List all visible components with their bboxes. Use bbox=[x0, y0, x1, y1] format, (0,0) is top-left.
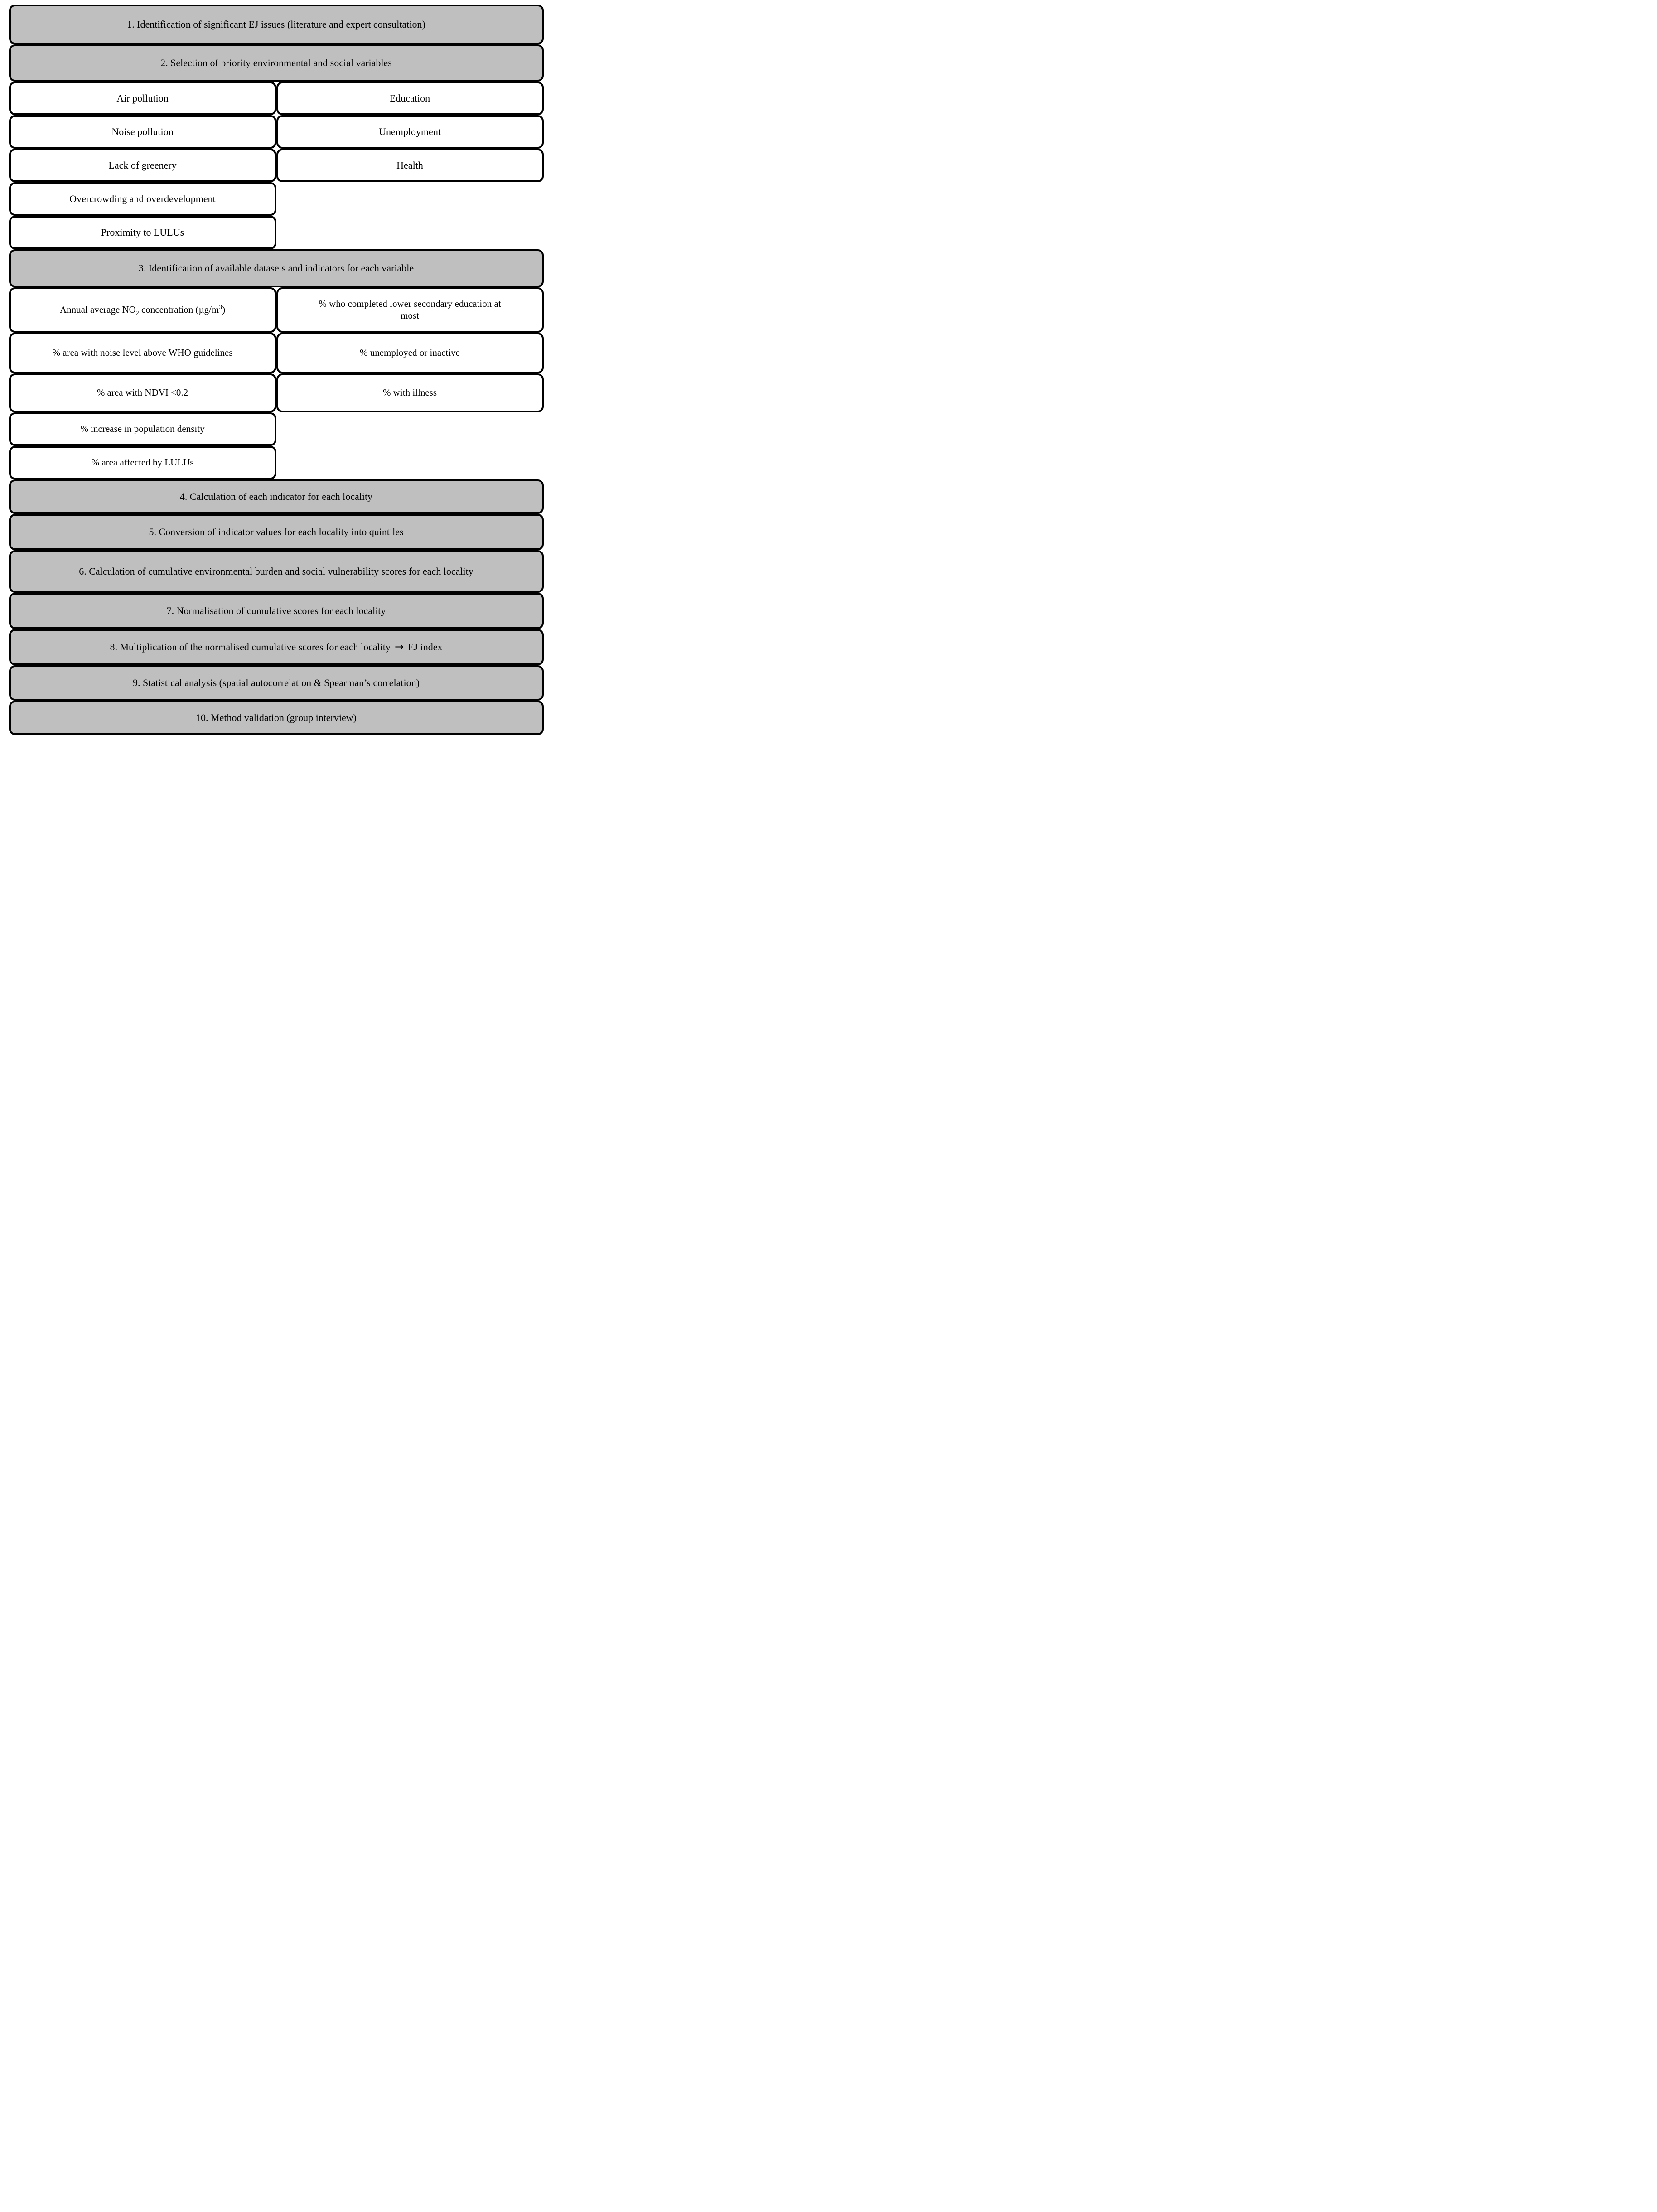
variable-unemployment-box: Unemployment bbox=[276, 115, 544, 149]
step-7-box: 7. Normalisation of cumulative scores for each locality bbox=[9, 593, 544, 629]
step-5-box: 5. Conversion of indicator values for each locality into quintiles bbox=[9, 514, 544, 550]
step-1-box: 1. Identification of significant EJ issues (literature and expert consultation) bbox=[9, 5, 544, 44]
indicator-no2-post: ) bbox=[222, 304, 226, 315]
indicator-noise-who-box: % area with noise level above WHO guidelines bbox=[9, 333, 276, 373]
row-step-10 bbox=[9, 701, 544, 735]
variable-air-pollution-box: Air pollution bbox=[9, 82, 276, 115]
row-variables-2 bbox=[9, 115, 544, 149]
step-3-box: 3. Identification of available datasets and indicators for each variable bbox=[9, 249, 544, 287]
indicator-no2-text bbox=[60, 304, 225, 316]
variable-health-box: Health bbox=[276, 149, 544, 182]
variable-overcrowding-box: Overcrowding and overdevelopment bbox=[9, 182, 276, 216]
indicator-no2-mid: concentration (µg/m bbox=[139, 304, 219, 315]
variable-lack-of-greenery-box: Lack of greenery bbox=[9, 149, 276, 182]
row-step-2 bbox=[9, 44, 544, 82]
row-step-3 bbox=[9, 249, 544, 287]
step-8-result: EJ index bbox=[408, 641, 443, 653]
step-8-text: 8. Multiplication of the normalised cumulative scores for each locality bbox=[110, 641, 391, 653]
indicator-no2-pre: Annual average NO bbox=[59, 304, 136, 315]
variable-education-box: Education bbox=[276, 82, 544, 115]
step-4-box: 4. Calculation of each indicator for each locality bbox=[9, 479, 544, 514]
indicator-education-box: % who completed lower secondary education at most bbox=[276, 287, 544, 333]
row-step-6 bbox=[9, 550, 544, 593]
row-step-4 bbox=[9, 479, 544, 514]
indicator-no2-subscript: 2 bbox=[135, 310, 139, 317]
step-2-box: 2. Selection of priority environmental and social variables bbox=[9, 44, 544, 82]
row-step-5 bbox=[9, 514, 544, 550]
row-indicators-4 bbox=[9, 412, 544, 446]
row-variables-1 bbox=[9, 82, 544, 115]
row-step-7 bbox=[9, 593, 544, 629]
row-step-8 bbox=[9, 629, 544, 665]
row-step-1 bbox=[9, 5, 544, 44]
row-indicators-5 bbox=[9, 446, 544, 479]
row-variables-3 bbox=[9, 149, 544, 182]
variable-proximity-lulus-box: Proximity to LULUs bbox=[9, 216, 276, 249]
row-indicators-2 bbox=[9, 333, 544, 373]
indicator-population-density-box: % increase in population density bbox=[9, 412, 276, 446]
step-6-box: 6. Calculation of cumulative environmental burden and social vulnerability scores for each locality bbox=[9, 550, 544, 593]
indicator-illness-box: % with illness bbox=[276, 373, 544, 412]
row-step-9 bbox=[9, 665, 544, 701]
right-arrow-icon: → bbox=[394, 640, 404, 653]
step-9-box: 9. Statistical analysis (spatial autocorrelation & Spearman’s correlation) bbox=[9, 665, 544, 701]
step-8-box bbox=[9, 629, 544, 665]
row-indicators-3 bbox=[9, 373, 544, 412]
row-variables-4 bbox=[9, 182, 544, 216]
row-variables-5 bbox=[9, 216, 544, 249]
indicator-no2-superscript: 3 bbox=[219, 304, 222, 311]
indicator-ndvi-box: % area with NDVI <0.2 bbox=[9, 373, 276, 412]
ej-method-flowchart bbox=[9, 5, 544, 735]
indicator-lulus-area-box: % area affected by LULUs bbox=[9, 446, 276, 479]
variable-noise-pollution-box: Noise pollution bbox=[9, 115, 276, 149]
indicator-unemployment-box: % unemployed or inactive bbox=[276, 333, 544, 373]
indicator-no2-concentration-box bbox=[9, 287, 276, 333]
step-10-box: 10. Method validation (group interview) bbox=[9, 701, 544, 735]
row-indicators-1 bbox=[9, 287, 544, 333]
